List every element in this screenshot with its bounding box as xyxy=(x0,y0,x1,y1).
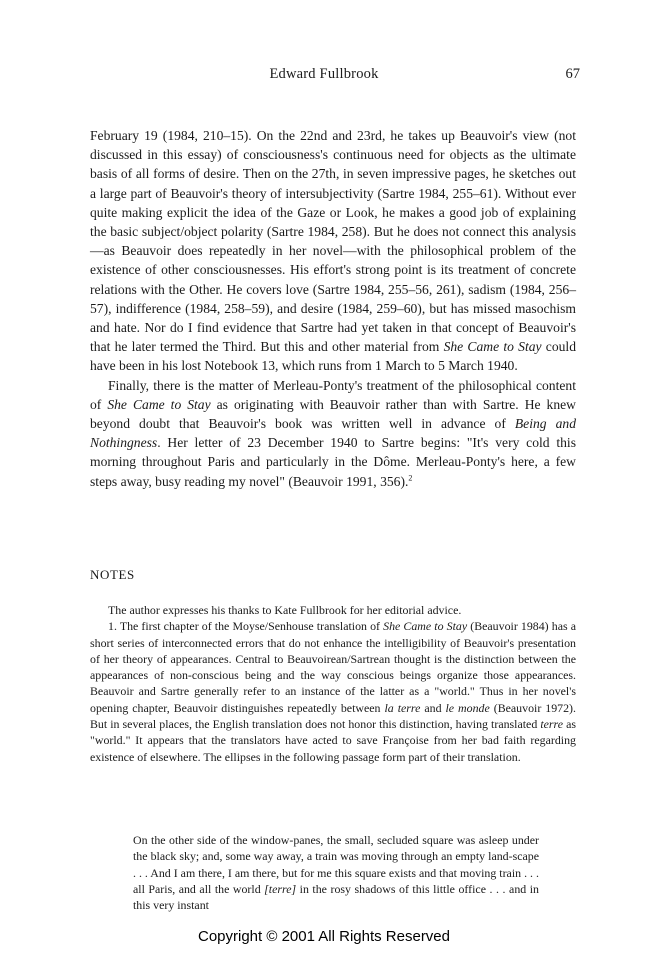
footnote-marker: 2 xyxy=(408,473,413,483)
block-quote xyxy=(133,832,539,913)
copyright-notice: Copyright © 2001 All Rights Reserved xyxy=(197,928,450,945)
notes-heading: NOTES xyxy=(90,567,135,582)
main-body-text xyxy=(90,126,576,491)
note-1: 1. The first chapter of the Moyse/Senhouse translation of She Came to Stay (Beauvoir 1984) has a short series of interconnected errors that do not enhance the intelligibility of Beauvoir's presentation of her theory of appearances. Central to Beauvoirean/Sartrean thought is the distinction between the appearances of non-conscious being and the way conscious beings organize those appearances. Beauvoir and Sartre generally refer to an instance of the latter as a "world." Thus in her novel's opening chapter, Beauvoir distinguishes repeatedly between la terre and le monde (Beauvoir 1972). But in several places, the English translation does not honor this distinction, having translated terre as "world." It appears that the translators have acted to save Françoise from her bad faith regarding existence of elsewhere. The ellipses in the following passage form part of their translation. xyxy=(90,619,576,764)
body-paragraph-1: February 19 (1984, 210–15). On the 22nd and 23rd, he takes up Beauvoir's view (not discussed in this essay) of consciousness's continuous need for objects as the ultimate basis of all forms of desire. Then on the 27th, in seven impressive pages, he sketches out a large part of Beauvoir's theory of intersubjectivity (Sartre 1984, 255–61). Without ever quite making explicit the idea of the Gaze or Look, he makes a good job of explaining the basic subject/object polarity (Sartre 1984, 258). But he does not connect this analysis—as Beauvoir does repeatedly in her novel—with the philosophical problem of the existence of other consciousnesses. His effort's strong point is its treatment of concrete relations with the Other. He covers love (Sartre 1984, 255–56, 261), sadism (1984, 256–57), indifference (1984, 258–59), and desire (1984, 259–60), but has missed masochism and hate. Nor do I find evidence that Sartre had yet taken in that concept of Beauvoir's that he later termed the Third. But this and other material from She Came to Stay could have been in his lost Notebook 13, which runs from 1 March to 5 March 1940. xyxy=(90,128,577,374)
quote-text: On the other side of the window-panes, the small, secluded square was asleep under the black sky; and, some way away, a train was moving through an empty land-scape . . . And I am there, I am there, but for me this square exists and that moving train . . . all Paris, and all the world [terre] in the rosy shadows of this little office . . . and in this very instant xyxy=(133,833,539,913)
running-header-author: Edward Fullbrook xyxy=(269,66,379,82)
page-number: 67 xyxy=(565,66,580,82)
body-paragraph-2: Finally, there is the matter of Merleau-Ponty's treatment of the philosophical content of She Came to Stay as originating with Beauvoir rather than with Sartre. He knew beyond doubt that Beauvoir's book was written well in advance of Being and Nothingness. Her letter of 23 December 1940 to Sartre begins: "It's very cold this morning throughout Paris and particularly in the Dôme. Merleau-Ponty's here, a few steps away, busy reading my novel" (Beauvoir 1991, 356).$^2$ xyxy=(90,377,576,489)
notes-section xyxy=(90,602,576,765)
note-acknowledgment: The author expresses his thanks to Kate Fullbrook for her editorial advice. xyxy=(108,603,462,617)
